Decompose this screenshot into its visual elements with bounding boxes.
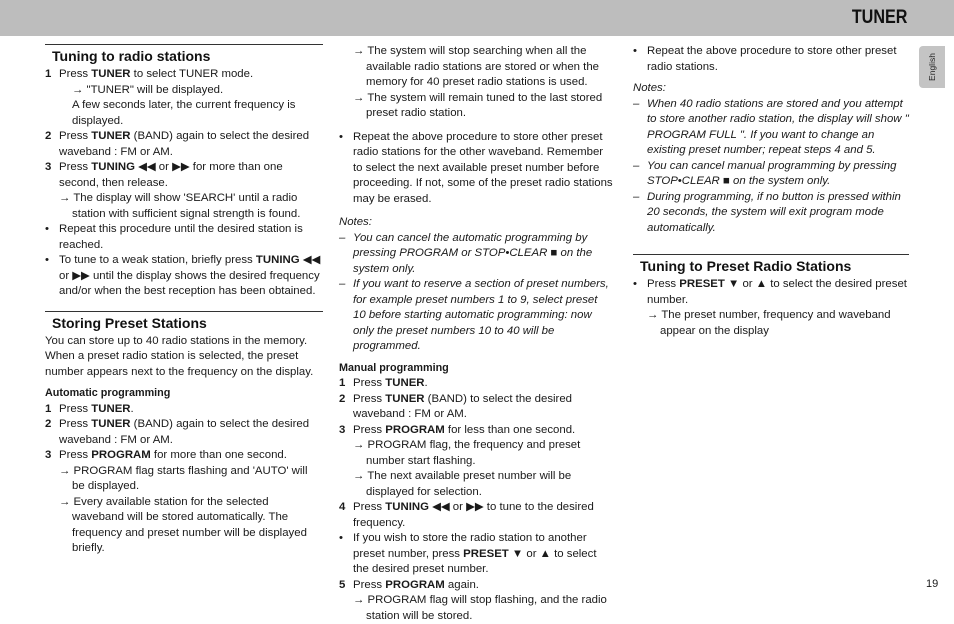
step-text: Press [59,161,92,173]
step-number: 3 [45,449,52,461]
step-text: Press [59,68,92,80]
note-item [633,97,909,159]
step-result: → The system will remain tuned to the last stored preset radio station. [353,91,603,119]
key-name: PROGRAM [385,578,445,591]
step-text: Press [59,130,92,142]
step-result: → The display will show 'SEARCH' until a radio station with sufficient signal strength is found. [59,192,301,220]
note-item [633,190,909,237]
bullet-icon: • [633,278,637,290]
dash-icon: – [339,231,346,244]
step-result: → PROGRAM flag will stop flashing, and the radio station will be stored. [353,594,607,622]
bullet-icon: • [633,45,637,57]
bullet-item [45,222,323,253]
step-text: Press [353,423,386,436]
step-text: Press [59,402,92,415]
bullet-icon: • [45,254,49,266]
step-text: Press [59,418,92,430]
step-2 [339,392,613,423]
header-bar [0,0,954,36]
step-1 [45,402,323,418]
step-result: → PROGRAM flag starts flashing and 'AUTO' will be displayed. [59,464,308,492]
step-text: (BAND) to select the desired waveband : FM or AM. [353,392,573,420]
bullet-icon: • [339,130,343,143]
note-text: You can cancel the automatic programming by pressing PROGRAM or STOP•CLEAR ■ on the system only. [353,231,593,275]
key-name: TUNING [255,254,300,266]
bullet-icon: • [45,223,49,235]
step-number: 1 [339,377,346,389]
step-text: Press [353,392,386,405]
dash-icon: – [633,190,640,203]
step-text: . [130,402,134,415]
key-name: TUNER [385,392,425,405]
dash-icon: – [339,278,346,290]
bullet-item [45,253,323,300]
language-tab [919,46,945,88]
section-intro: You can store up to 40 radio stations in the memory. When a preset radio station is selected, the preset number appears next to the frequency on the display. [45,334,314,378]
subhead-automatic: Automatic programming [45,387,171,399]
step-3 [45,160,323,191]
result-text: → "TUNER" will be displayed. [72,83,224,96]
column-middle [339,44,613,624]
key-name: PROGRAM [91,449,151,461]
step-text: (BAND) again to select the desired waveband : FM or AM. [59,130,310,158]
bullet-text: Repeat the above procedure to store other preset radio stations. [647,45,897,73]
key-name: TUNING [385,501,429,513]
key-name: TUNER [91,418,131,430]
page-number: 19 [926,578,939,590]
step-result: → The system will stop searching when all the available radio stations are stored or when the memory for 40 preset radio stations is used. [353,45,600,88]
step-number: 2 [339,392,346,405]
step-text: Press [353,501,386,513]
step-number: 3 [339,423,346,436]
bullet-text: ▼ or ▲ to select the desired preset number. [647,278,907,306]
bullet-text: If you wish to store the radio station to another preset number, press [353,532,587,560]
bullet-text: Repeat this procedure until the desired station is reached. [59,223,303,251]
bullet-text: Press [647,278,680,290]
step-result: → Every available station for the selected waveband will be stored automatically. The frequency and preset number will be displayed briefly. [59,495,307,554]
section-title-tuning: Tuning to radio stations [45,44,323,65]
step-2 [45,417,323,448]
step-result [45,83,323,99]
page-title: TUNER [851,7,907,28]
step-text: for more than one second. [150,449,287,461]
bullet-icon: • [339,532,343,544]
key-name: TUNER [91,130,131,142]
step-1 [45,67,323,83]
bullet-text: ▼ or ▲ to select the desired preset number. [353,547,597,575]
dash-icon: – [633,159,640,172]
step-text: ◀◀ or ▶▶ to tune to the desired frequency. [353,501,594,529]
bullet-text: To tune to a weak station, briefly press [59,254,256,266]
note-text: If you want to reserve a section of preset numbers, for example preset numbers 1 to 9, select preset 10 before starting automatic programming: now only the preset numbers 10 to 40 will be programmed. [353,278,609,352]
bullet-item [633,277,909,308]
key-name: PRESET [463,547,509,560]
notes-label: Notes: [339,216,372,228]
note-text: You can cancel manual programming by pressing STOP•CLEAR ■ on the system only. [647,159,897,187]
column-left [45,44,323,557]
bullet-text: ◀◀ or ▶▶ until the display shows the desired frequency and/or when the best reception has been obtained. [59,254,321,297]
bullet-text: Repeat the above procedure to store other preset radio stations for the other waveband. Remember to select the next available preset number before proceeding. If not, some of the preset radio stations may be erased. [353,130,613,205]
step-result: → PROGRAM flag, the frequency and preset number start flashing. [353,439,581,467]
key-name: TUNER [385,377,425,389]
step-text: Press [353,377,386,389]
step-text: . [424,377,428,389]
step-3 [339,423,613,439]
bullet-item [339,130,613,208]
bullet-item [633,44,909,75]
column-right [633,44,909,339]
key-name: TUNING [91,161,135,173]
notes-label: Notes: [633,82,666,94]
step-3 [45,448,323,464]
bullet-item [339,531,613,578]
key-name: PRESET [679,278,725,290]
note-item [633,159,909,190]
step-number: 3 [45,161,52,173]
step-text: (BAND) again to select the desired waveband : FM or AM. [59,418,310,446]
key-name: TUNER [91,68,131,80]
note-item [339,231,613,278]
step-number: 2 [45,130,52,142]
step-text: Press [59,449,92,461]
note-item [339,277,613,355]
note-text: During programming, if no button is pressed within 20 seconds, the system will exit program mode automatically. [647,190,901,234]
section-title-storing: Storing Preset Stations [45,311,323,332]
step-number: 1 [45,68,52,80]
step-text: ◀◀ or ▶▶ for more than one second, then release. [59,161,283,189]
key-name: TUNER [91,402,131,415]
step-number: 4 [339,501,346,513]
step-text: again. [444,578,479,591]
language-tab-label: English [927,53,937,81]
step-result: → The next available preset number will be displayed for selection. [353,470,572,498]
step-text: to select TUNER mode. [130,68,254,80]
step-number: 2 [45,418,52,430]
step-text: Press [353,578,386,591]
subhead-manual: Manual programming [339,361,449,374]
step-number: 5 [339,578,346,591]
note-text: When 40 radio stations are stored and you attempt to store another radio station, the display will show " PROGRAM FULL ". If you want to change an existing preset number; repeat steps 4 and 5. [647,97,909,156]
step-2 [45,129,323,160]
step-note: A few seconds later, the current frequency is displayed. [72,99,296,127]
step-text: for less than one second. [444,423,576,436]
step-number: 1 [45,402,52,415]
step-1 [339,376,613,392]
step-result: → The preset number, frequency and waveband appear on the display [647,309,891,337]
dash-icon: – [633,97,640,110]
step-5 [339,578,613,594]
section-title-preset: Tuning to Preset Radio Stations [633,254,909,275]
key-name: PROGRAM [385,423,445,436]
step-4 [339,500,613,531]
